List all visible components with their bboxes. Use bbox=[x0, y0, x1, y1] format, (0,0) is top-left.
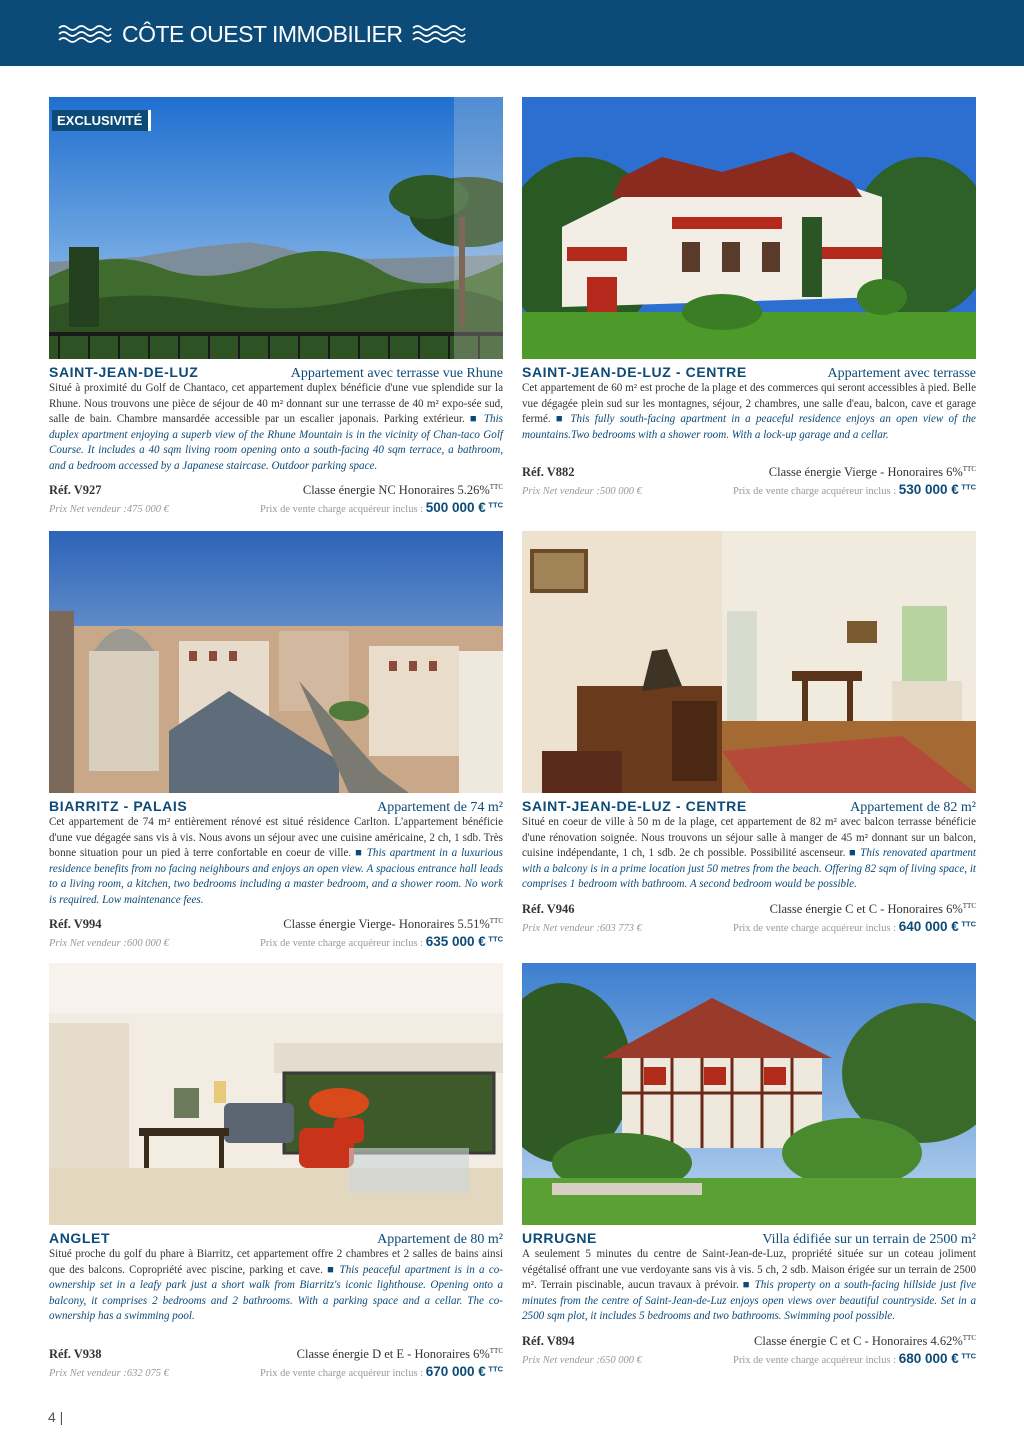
property-photo[interactable] bbox=[522, 963, 976, 1225]
brand-title: CÔTE OUEST IMMOBILIER bbox=[122, 20, 403, 47]
listing-ref: Réf. V946 bbox=[522, 901, 575, 916]
price-ttc: TTC bbox=[488, 500, 503, 510]
page-number: 4 | bbox=[48, 1409, 64, 1425]
listing-description bbox=[522, 815, 976, 893]
energy-fees-text: Classe énergie C et C - Honoraires 4.62% bbox=[754, 1333, 963, 1348]
sale-price-block bbox=[260, 500, 503, 515]
description-en: This duplex apartment enjoying a superb view of the Rhune Mountain is in the vicinity of Chan-taco Golf Course. It includes a 40 sqm living room opening onto a south-facing 40 sqm terrace, a bathroom, and a bedroom accessed by a Japanese staircase. Outdoor parking space. bbox=[49, 413, 503, 472]
description-fr: Situé proche du golf du phare à Biarritz, cet appartement offre 2 chambres et 2 salles de bains ainsi que des balcons. Copropriété avec piscine, parking et cave. bbox=[49, 1248, 503, 1276]
price-ttc: TTC bbox=[488, 1364, 503, 1373]
sale-price-block bbox=[260, 1364, 503, 1379]
sale-price-label: Prix de vente charge acquéreur inclus : bbox=[260, 504, 424, 515]
net-seller-price: Prix Net vendeur :603 773 € bbox=[522, 922, 642, 934]
bullet-square-icon: ■ bbox=[327, 1263, 336, 1276]
sale-price-block bbox=[260, 934, 503, 949]
sale-price: 530 000 € bbox=[898, 482, 959, 497]
energy-fees-sup: TTC bbox=[962, 465, 976, 473]
bullet-square-icon: ■ bbox=[555, 413, 566, 425]
listing-card[interactable] bbox=[522, 531, 976, 934]
energy-fees bbox=[303, 483, 503, 498]
listing-card[interactable] bbox=[522, 963, 976, 1366]
sale-price-block bbox=[733, 919, 976, 934]
description-fr: Cet appartement de 74 m² entièrement rénové est situé résidence Carlton. L'appartement bénéficie d'une vue dégagée sans vis à vis. Nous avons un séjour avec une cuisine américaine, 2 ch, 1 sdb. Très bonne situation pour un pied à terre confortable en coeur de ville. bbox=[49, 816, 503, 859]
sale-price: 635 000 € bbox=[425, 934, 486, 949]
energy-fees-text: Classe énergie NC Honoraires 5.26% bbox=[302, 483, 490, 498]
listing-ref: Réf. V927 bbox=[49, 483, 102, 498]
listing-description bbox=[522, 381, 976, 443]
header-bar bbox=[0, 0, 1024, 66]
listing-description bbox=[522, 1247, 976, 1325]
net-seller-price: Prix Net vendeur :600 000 € bbox=[49, 938, 169, 949]
energy-fees-sup: TTC bbox=[489, 917, 503, 925]
price-ttc: TTC bbox=[961, 919, 976, 928]
net-seller-price: Prix Net vendeur :650 000 € bbox=[522, 1354, 642, 1366]
net-seller-price: Prix Net vendeur :632 075 € bbox=[49, 1367, 169, 1379]
price-ttc: TTC bbox=[961, 1351, 976, 1360]
energy-fees bbox=[297, 1347, 503, 1362]
sale-price-label: Prix de vente charge acquéreur inclus : bbox=[733, 922, 897, 934]
energy-fees-text: Classe énergie C et C - Honoraires 6% bbox=[769, 901, 963, 916]
energy-fees-sup: TTC bbox=[489, 1346, 503, 1355]
listing-city: SAINT-JEAN-DE-LUZ - CENTRE bbox=[522, 798, 747, 814]
description-fr: A seulement 5 minutes du centre de Saint-Jean-de-Luz, propriété située sur un coteau joliment végétalisé offrant une vue verdoyante sans vis à vis. 5 ch, 2 sdb. Maison érigée sur un terrain de 2500 m². Terrain piscinable, aucun travaux à prévoir. bbox=[522, 1248, 976, 1291]
property-photo[interactable] bbox=[49, 531, 503, 793]
listing-ref: Réf. V894 bbox=[522, 1333, 575, 1348]
property-photo[interactable] bbox=[49, 97, 503, 359]
waves-icon bbox=[412, 24, 466, 44]
price-ttc: TTC bbox=[488, 934, 503, 944]
listing-card[interactable] bbox=[522, 97, 976, 497]
description-en: This fully south-facing apartment in a peaceful residence enjoys an open view of the mountains.Two bedrooms with a shower room. With a lock-up garage and a cellar. bbox=[522, 413, 976, 441]
energy-fees-sup: TTC bbox=[962, 901, 976, 910]
energy-fees-text: Classe énergie Vierge - Honoraires 6% bbox=[768, 465, 963, 480]
energy-fees bbox=[770, 902, 976, 917]
description-fr: Cet appartement de 60 m² est proche de la plage et des commerces qui seront accessibles à pied. Belle vue dégagée plein sud sur les montagnes, séjour, 2 chambres, une salle d'eau, balcon, cave et garage fermé. bbox=[522, 382, 976, 425]
bullet-square-icon: ■ bbox=[742, 1279, 751, 1291]
sale-price: 500 000 € bbox=[425, 500, 486, 515]
sale-price-label: Prix de vente charge acquéreur inclus : bbox=[260, 938, 424, 949]
energy-fees-sup: TTC bbox=[489, 483, 503, 491]
listing-description bbox=[49, 381, 503, 474]
energy-fees bbox=[283, 917, 503, 932]
sale-price-label: Prix de vente charge acquéreur inclus : bbox=[733, 486, 897, 497]
energy-fees bbox=[754, 1334, 976, 1349]
listing-card[interactable] bbox=[49, 97, 503, 515]
sale-price-label: Prix de vente charge acquéreur inclus : bbox=[260, 1367, 424, 1379]
description-fr: Situé en coeur de ville à 50 m de la plage, cet appartement de 82 m² avec balcon terrasse bénéficie d'une rénovation soignée. Nous trouvons un séjour salle à manger de 45 m² donnant sur un balcon, cuisine indépendante, 1 ch, 1 sdb. 2e ch possible. Possibilité ascenseur. bbox=[522, 816, 976, 859]
property-photo-image bbox=[522, 531, 976, 793]
energy-fees bbox=[769, 465, 976, 480]
property-photo-image bbox=[522, 963, 976, 1225]
energy-fees-text: Classe énergie Vierge- Honoraires 5.51% bbox=[283, 917, 490, 932]
listing-city: SAINT-JEAN-DE-LUZ - CENTRE bbox=[522, 364, 747, 380]
sale-price: 670 000 € bbox=[425, 1363, 486, 1379]
listing-ref: Réf. V938 bbox=[49, 1346, 102, 1361]
sale-price-block bbox=[733, 1351, 976, 1366]
listing-card[interactable] bbox=[49, 963, 503, 1379]
description-en: This property on a south-facing hillside just five minutes from the centre of Saint-Jean-de-Luz enjoys open views over beautiful countryside. Set in a 2500 sqm plot, it includes 5 bedrooms and two bathrooms. Swimming pool possible. bbox=[522, 1279, 977, 1322]
listing-card[interactable] bbox=[49, 531, 503, 949]
bullet-square-icon: ■ bbox=[849, 847, 857, 859]
description-en: This renovated apartment with a balcony is in a prime location just 50 metres from the beach. Offering 82 sqm of living space, it comprises 1 bedroom with bathroom. A second bedroom would be possible. bbox=[522, 847, 977, 890]
energy-fees-sup: TTC bbox=[962, 1333, 976, 1342]
property-photo-image bbox=[49, 531, 503, 793]
property-photo-image bbox=[522, 97, 976, 359]
listing-ref: Réf. V882 bbox=[522, 465, 575, 480]
listing-city: SAINT-JEAN-DE-LUZ bbox=[49, 364, 199, 380]
energy-fees-text: Classe énergie D et E - Honoraires 6% bbox=[296, 1346, 490, 1361]
property-photo-image bbox=[49, 97, 503, 359]
property-photo[interactable] bbox=[522, 531, 976, 793]
sale-price-block bbox=[733, 482, 976, 497]
listing-city: ANGLET bbox=[49, 1230, 111, 1246]
listing-city: BIARRITZ - PALAIS bbox=[49, 798, 188, 814]
net-seller-price: Prix Net vendeur :475 000 € bbox=[49, 504, 169, 515]
net-seller-price: Prix Net vendeur :500 000 € bbox=[522, 486, 642, 497]
price-ttc: TTC bbox=[961, 482, 976, 492]
property-photo-image bbox=[49, 963, 503, 1225]
description-fr: Situé à proximité du Golf de Chantaco, cet appartement duplex bénéficie d'une vue splendide sur la Rhune. Nous trouvons une pièce de séjour de 40 m² donnant sur une terrasse de 40 m² expo-sée sud, salle de bain. Chambre mansardée accessible par un escalier japonais. Parking extérieur. bbox=[49, 382, 503, 425]
listing-subtitle: Appartement de 74 m² bbox=[377, 800, 503, 815]
listing-subtitle: Appartement avec terrasse bbox=[827, 366, 976, 381]
listing-subtitle: Appartement de 80 m² bbox=[377, 1232, 503, 1247]
listing-description bbox=[49, 1247, 503, 1325]
waves-icon bbox=[58, 24, 112, 44]
sale-price-label: Prix de vente charge acquéreur inclus : bbox=[733, 1354, 897, 1366]
description-en: This peaceful apartment is in a co-ownership set in a leafy park just a short walk from Biarritz's iconic lighthouse. Opening onto a balcony, it comprises 2 bedrooms and 2 bathrooms. With a parking space and a cellar. The co-ownership has a swimming pool. bbox=[49, 1263, 503, 1322]
sale-price: 680 000 € bbox=[898, 1350, 959, 1366]
exclusivity-badge: EXCLUSIVITÉ bbox=[52, 110, 151, 131]
listing-subtitle: Appartement avec terrasse vue Rhune bbox=[290, 366, 503, 381]
sale-price: 640 000 € bbox=[898, 918, 959, 934]
listing-city: URRUGNE bbox=[522, 1230, 597, 1246]
description-en: This apartment in a luxurious residence benefits from no facing neighbours and enjoys an open view. A spacious entrance hall leads to a living room, a kitchen, two bedrooms including a master bedroom, and a shower room. No work is required. Low maintenance fees. bbox=[49, 847, 503, 906]
brand-logo[interactable] bbox=[58, 16, 466, 52]
bullet-square-icon: ■ bbox=[355, 847, 363, 859]
bullet-square-icon: ■ bbox=[469, 413, 479, 425]
listing-description bbox=[49, 815, 503, 908]
property-photo[interactable] bbox=[49, 963, 503, 1225]
listing-subtitle: Appartement de 82 m² bbox=[850, 800, 976, 815]
property-photo[interactable] bbox=[522, 97, 976, 359]
listing-ref: Réf. V994 bbox=[49, 917, 102, 932]
listing-subtitle: Villa édifiée sur un terrain de 2500 m² bbox=[762, 1232, 976, 1247]
